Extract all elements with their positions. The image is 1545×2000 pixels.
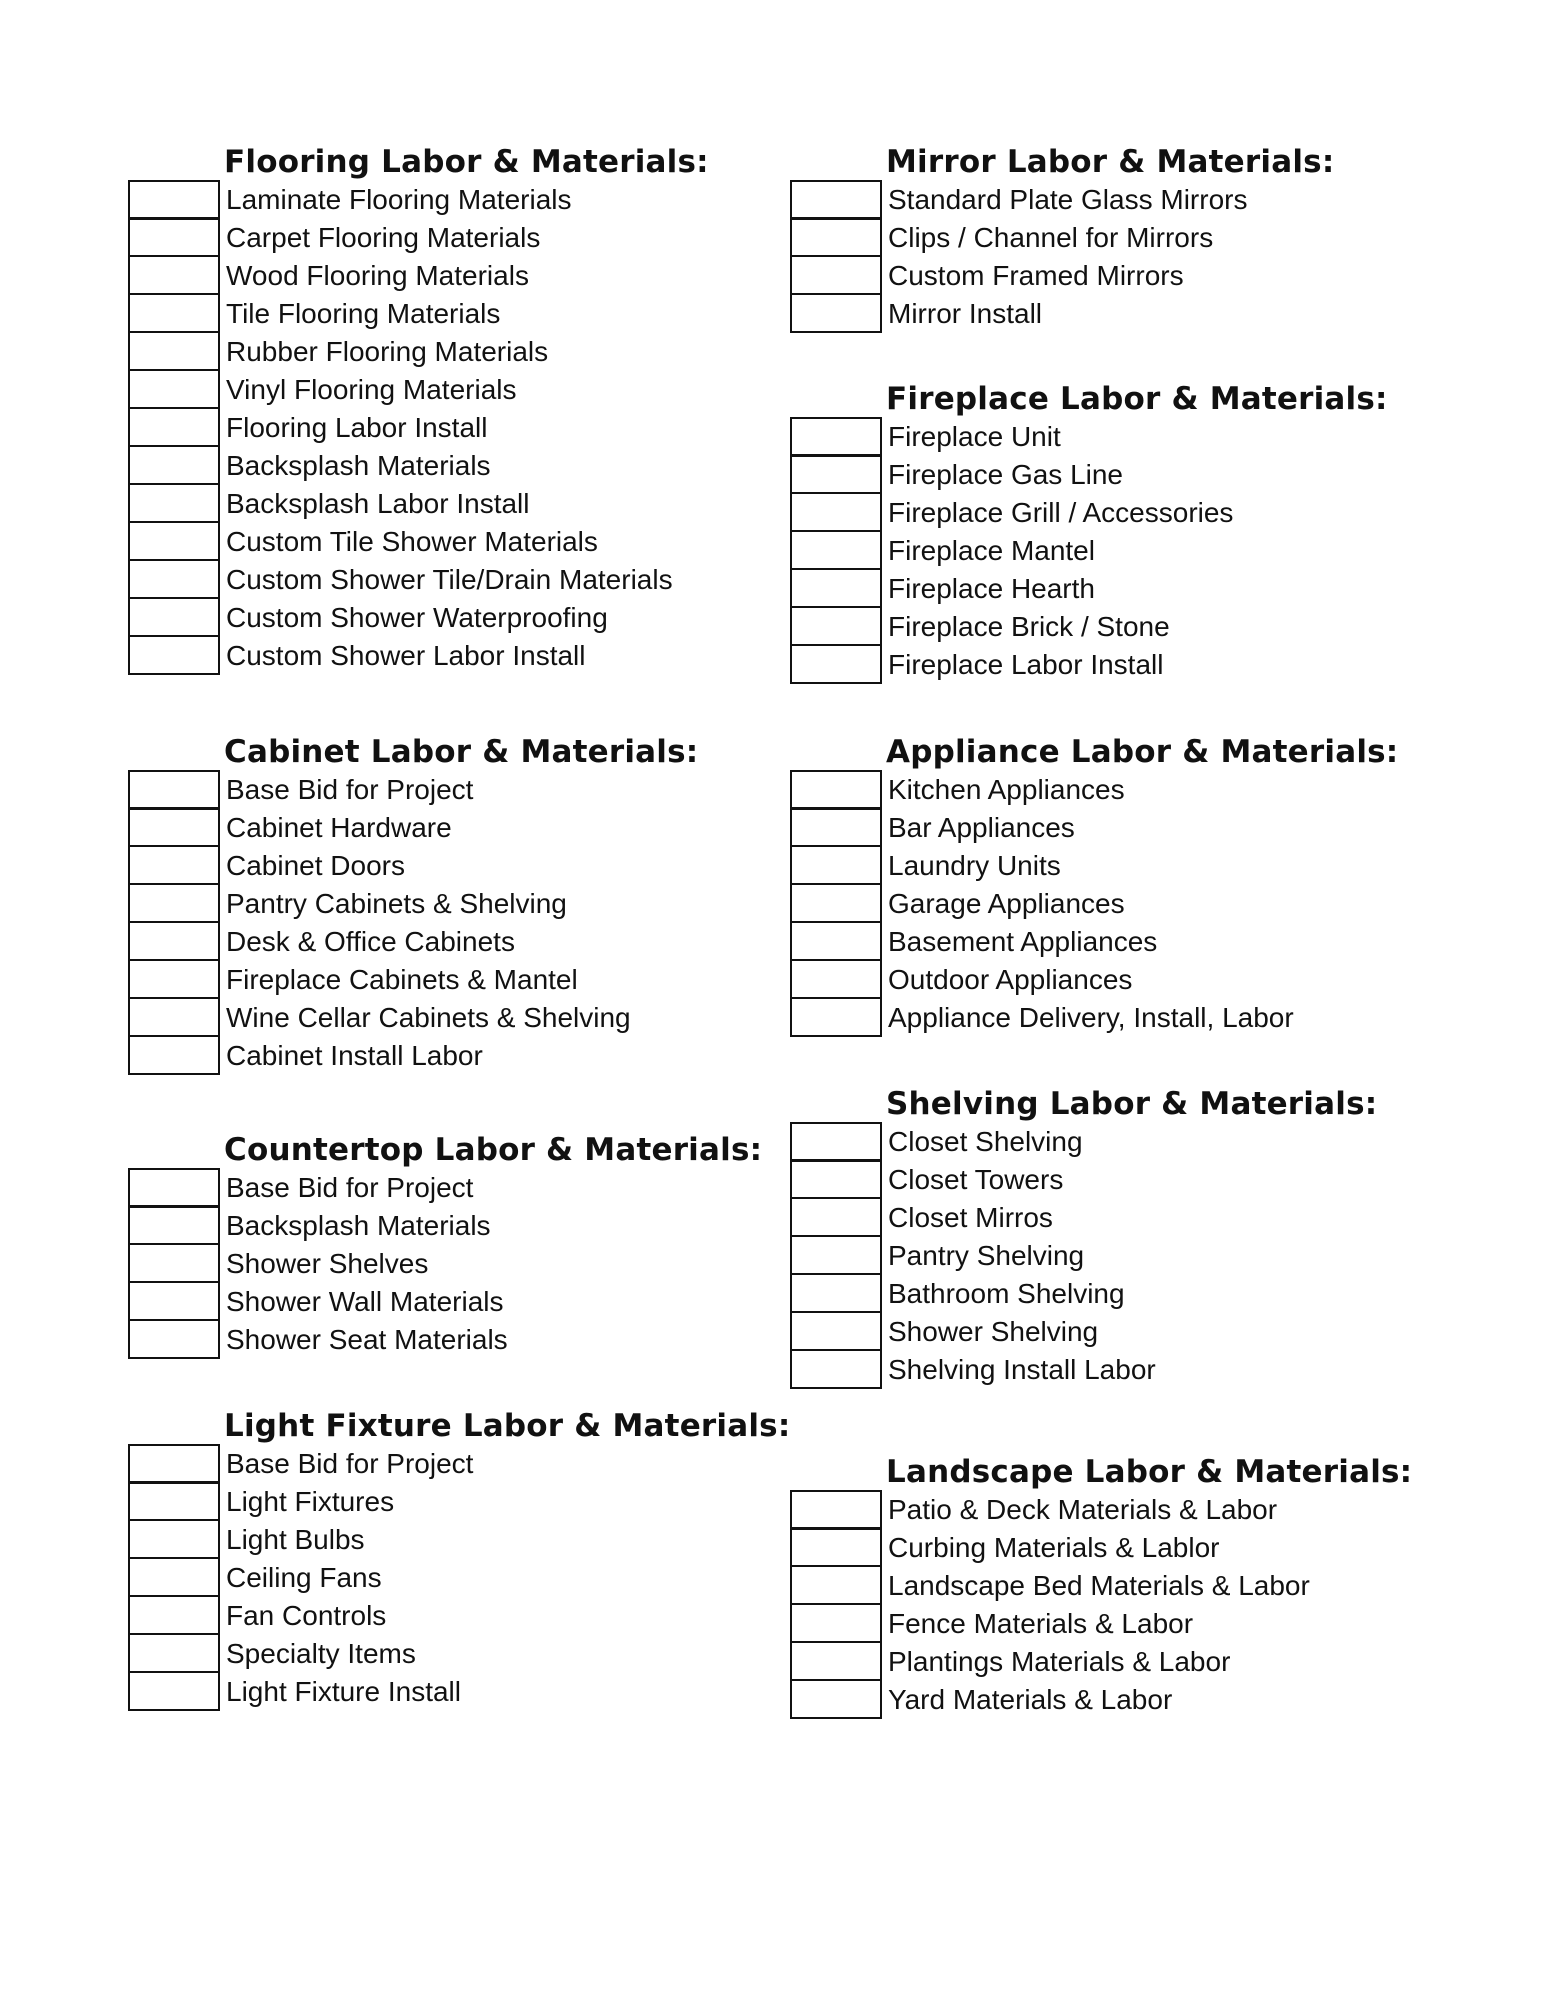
checklist-item [128,1207,762,1245]
checklist-item [790,1275,1377,1313]
checkbox[interactable] [128,1481,220,1521]
section-mirror [790,143,1334,333]
section-lighting [128,1407,790,1711]
checklist-item [128,523,709,561]
section-cabinet [128,733,698,1075]
checkbox[interactable] [128,521,220,561]
checklist-item [790,257,1334,295]
checklist-item [790,646,1388,684]
checklist-item-label: Custom Shower Waterproofing [226,602,608,633]
checklist-item [128,999,698,1037]
section-title: Mirror Labor & Materials: [886,144,1335,180]
section-title: Countertop Labor & Materials: [224,1132,763,1168]
checklist-item-label: Backsplash Materials [226,1210,491,1241]
checkbox[interactable] [790,1122,882,1162]
section-countertop [128,1131,762,1359]
section-flooring [128,143,709,675]
checklist-item-label: Patio & Deck Materials & Labor [888,1494,1278,1525]
checklist-item-label: Light Fixture Install [226,1676,461,1707]
checklist-item-label: Pantry Shelving [888,1240,1085,1271]
checklist-item-label: Cabinet Install Labor [226,1040,483,1071]
checklist-item [790,1529,1412,1567]
checklist-item-label: Base Bid for Project [226,1172,474,1203]
checklist-item-label: Shower Seat Materials [226,1324,508,1355]
checkbox[interactable] [790,1235,882,1275]
checklist-item [790,809,1398,847]
checklist-item [128,885,698,923]
checklist-item [128,1037,698,1075]
checkbox[interactable] [128,331,220,371]
checklist-item-label: Fireplace Grill / Accessories [888,497,1234,528]
section-title: Cabinet Labor & Materials: [224,734,699,770]
checklist-item [790,608,1388,646]
checklist-item-label: Shower Shelving [888,1316,1099,1347]
checklist-item [790,1351,1377,1389]
checkbox[interactable] [128,1557,220,1597]
section-fireplace [790,380,1388,684]
checkbox[interactable] [790,921,882,961]
checklist-item-label: Custom Framed Mirrors [888,260,1184,291]
checklist-item-label: Shower Wall Materials [226,1286,504,1317]
checkbox[interactable] [128,959,220,999]
checkbox[interactable] [790,180,882,220]
checkbox[interactable] [790,606,882,646]
checkbox[interactable] [790,1490,882,1530]
checkbox[interactable] [790,1527,882,1567]
checklist-item [128,1673,790,1711]
checklist-item [128,809,698,847]
checkbox[interactable] [128,597,220,637]
checklist-item [790,219,1334,257]
checkbox[interactable] [128,559,220,599]
checklist-item-label: Fireplace Cabinets & Mantel [226,964,578,995]
checklist-item [128,1483,790,1521]
checkbox[interactable] [128,1633,220,1673]
section-shelving [790,1085,1377,1389]
checkbox[interactable] [128,445,220,485]
checklist-item-label: Laminate Flooring Materials [226,184,572,215]
checkbox[interactable] [128,635,220,675]
checkbox[interactable] [790,1159,882,1199]
checklist-item [128,561,709,599]
checklist-item-label: Pantry Cabinets & Shelving [226,888,567,919]
checklist-item-label: Kitchen Appliances [888,774,1125,805]
checkbox[interactable] [128,1243,220,1283]
checklist-item-label: Specialty Items [226,1638,416,1669]
checklist-item-label: Wine Cellar Cabinets & Shelving [226,1002,631,1033]
checkbox[interactable] [128,1035,220,1075]
checkbox[interactable] [128,255,220,295]
checkbox[interactable] [790,807,882,847]
checklist-item-label: Fireplace Mantel [888,535,1095,566]
checklist-item-label: Fan Controls [226,1600,387,1631]
checkbox[interactable] [128,483,220,523]
checklist-item-label: Garage Appliances [888,888,1125,919]
checklist-item-label: Fireplace Labor Install [888,649,1164,680]
checklist-item-label: Base Bid for Project [226,774,474,805]
checklist-item [128,371,709,409]
checkbox[interactable] [790,530,882,570]
checkbox[interactable] [790,417,882,457]
checkbox[interactable] [128,369,220,409]
checklist-item-label: Rubber Flooring Materials [226,336,549,367]
checklist-item [790,961,1398,999]
checkbox[interactable] [128,807,220,847]
checklist-item-label: Closet Mirros [888,1202,1053,1233]
checkbox[interactable] [790,1311,882,1351]
checklist-item [790,456,1388,494]
checklist-item [128,923,698,961]
checklist-item [790,181,1334,219]
checkbox[interactable] [790,770,882,810]
checkbox[interactable] [790,1565,882,1605]
checklist-item [790,570,1388,608]
checklist-item [790,1199,1377,1237]
checklist-item-label: Ceiling Fans [226,1562,382,1593]
checkbox[interactable] [128,1595,220,1635]
checklist-item [790,1567,1412,1605]
checklist-item [128,637,709,675]
checklist-item [128,485,709,523]
checkbox[interactable] [790,845,882,885]
checklist-item-label: Cabinet Hardware [226,812,452,843]
checklist-item [790,771,1398,809]
checkbox[interactable] [790,959,882,999]
checkbox[interactable] [128,1281,220,1321]
checkbox[interactable] [790,1641,882,1681]
checklist-item-label: Base Bid for Project [226,1448,474,1479]
checklist-item [128,1445,790,1483]
checklist-item [128,409,709,447]
checklist-item [128,1321,762,1359]
checklist-item-label: Clips / Channel for Mirrors [888,222,1214,253]
checklist-item [790,532,1388,570]
checklist-item [128,1283,762,1321]
checklist-item [790,494,1388,532]
section-landscape [790,1453,1412,1719]
checklist-item [790,885,1398,923]
checklist-item [790,1605,1412,1643]
section-title: Landscape Labor & Materials: [886,1454,1413,1490]
checklist-item-label: Custom Shower Tile/Drain Materials [226,564,673,595]
checklist-item-label: Fireplace Unit [888,421,1061,452]
checklist-item-label: Laundry Units [888,850,1061,881]
checklist-item-label: Closet Towers [888,1164,1064,1195]
checkbox[interactable] [790,1349,882,1389]
checkbox[interactable] [128,217,220,257]
checklist-item-label: Backsplash Materials [226,450,491,481]
checklist-item-label: Basement Appliances [888,926,1158,957]
checklist-item-label: Plantings Materials & Labor [888,1646,1231,1677]
checkbox[interactable] [128,921,220,961]
checkbox[interactable] [128,1444,220,1484]
checklist-item [128,295,709,333]
checkbox[interactable] [790,255,882,295]
checklist-item [790,1491,1412,1529]
checklist-item-label: Shelving Install Labor [888,1354,1156,1385]
checklist-item [128,257,709,295]
checklist-item-label: Flooring Labor Install [226,412,488,443]
checklist-item [790,295,1334,333]
checklist-item [790,1313,1377,1351]
checkbox[interactable] [790,1679,882,1719]
checkbox[interactable] [128,845,220,885]
section-title: Shelving Labor & Materials: [886,1086,1378,1122]
checklist-item [128,599,709,637]
checklist-item [128,447,709,485]
checklist-item [790,1681,1412,1719]
checkbox[interactable] [790,217,882,257]
checklist-item-label: Bathroom Shelving [888,1278,1125,1309]
checkbox[interactable] [128,883,220,923]
checklist-item [128,1559,790,1597]
checklist-item-label: Custom Shower Labor Install [226,640,586,671]
checklist-item-label: Backsplash Labor Install [226,488,530,519]
checklist-item-label: Light Fixtures [226,1486,395,1517]
checklist-item-label: Curbing Materials & Lablor [888,1532,1220,1563]
checklist-item-label: Appliance Delivery, Install, Labor [888,1002,1294,1033]
checkbox[interactable] [790,997,882,1037]
checklist-item [128,1635,790,1673]
checklist-item-label: Light Bulbs [226,1524,365,1555]
checklist-item-label: Tile Flooring Materials [226,298,501,329]
checkbox[interactable] [790,492,882,532]
checklist-item [790,418,1388,456]
checklist-item-label: Shower Shelves [226,1248,429,1279]
checkbox[interactable] [128,293,220,333]
checklist-item [128,181,709,219]
checklist-item [128,961,698,999]
checklist-item-label: Cabinet Doors [226,850,405,881]
checklist-item-label: Landscape Bed Materials & Labor [888,1570,1310,1601]
checkbox[interactable] [128,1205,220,1245]
section-title: Appliance Labor & Materials: [886,734,1399,770]
checklist-item [128,847,698,885]
checkbox[interactable] [790,644,882,684]
checkbox[interactable] [790,454,882,494]
checklist-item-label: Bar Appliances [888,812,1075,843]
checkbox[interactable] [128,1168,220,1208]
checklist-item [128,333,709,371]
checkbox[interactable] [128,1671,220,1711]
checklist-item-label: Fence Materials & Labor [888,1608,1194,1639]
checklist-item [790,999,1398,1037]
checklist-item [128,1521,790,1559]
checkbox[interactable] [128,1319,220,1359]
section-title: Flooring Labor & Materials: [224,144,709,180]
checkbox[interactable] [790,568,882,608]
checklist-item-label: Fireplace Hearth [888,573,1095,604]
checklist-item [790,1123,1377,1161]
checkbox[interactable] [128,770,220,810]
checkbox[interactable] [790,293,882,333]
section-title: Fireplace Labor & Materials: [886,381,1388,417]
checklist-item-label: Mirror Install [888,298,1043,329]
checklist-item-label: Fireplace Gas Line [888,459,1124,490]
checklist-item [128,1597,790,1635]
checkbox[interactable] [790,1273,882,1313]
checklist-item [128,1169,762,1207]
checklist-item [128,219,709,257]
section-appliance [790,733,1398,1037]
checklist-item [790,847,1398,885]
checklist-item [790,923,1398,961]
checklist-item [128,1245,762,1283]
checkbox[interactable] [790,883,882,923]
checklist-item-label: Wood Flooring Materials [226,260,529,291]
checklist-item [790,1161,1377,1199]
checklist-item-label: Custom Tile Shower Materials [226,526,598,557]
checkbox[interactable] [128,407,220,447]
checklist-item-label: Standard Plate Glass Mirrors [888,184,1248,215]
checkbox[interactable] [790,1197,882,1237]
checklist-item-label: Fireplace Brick / Stone [888,611,1170,642]
checklist-item [790,1643,1412,1681]
checklist-item-label: Closet Shelving [888,1126,1083,1157]
checkbox[interactable] [790,1603,882,1643]
checkbox[interactable] [128,997,220,1037]
checklist-item-label: Outdoor Appliances [888,964,1133,995]
checklist-item-label: Vinyl Flooring Materials [226,374,517,405]
checklist-item [128,771,698,809]
checklist-item-label: Yard Materials & Labor [888,1684,1173,1715]
section-title: Light Fixture Labor & Materials: [224,1408,791,1444]
checklist-item-label: Desk & Office Cabinets [226,926,515,957]
checkbox[interactable] [128,180,220,220]
checkbox[interactable] [128,1519,220,1559]
checklist-item [790,1237,1377,1275]
checklist-item-label: Carpet Flooring Materials [226,222,541,253]
